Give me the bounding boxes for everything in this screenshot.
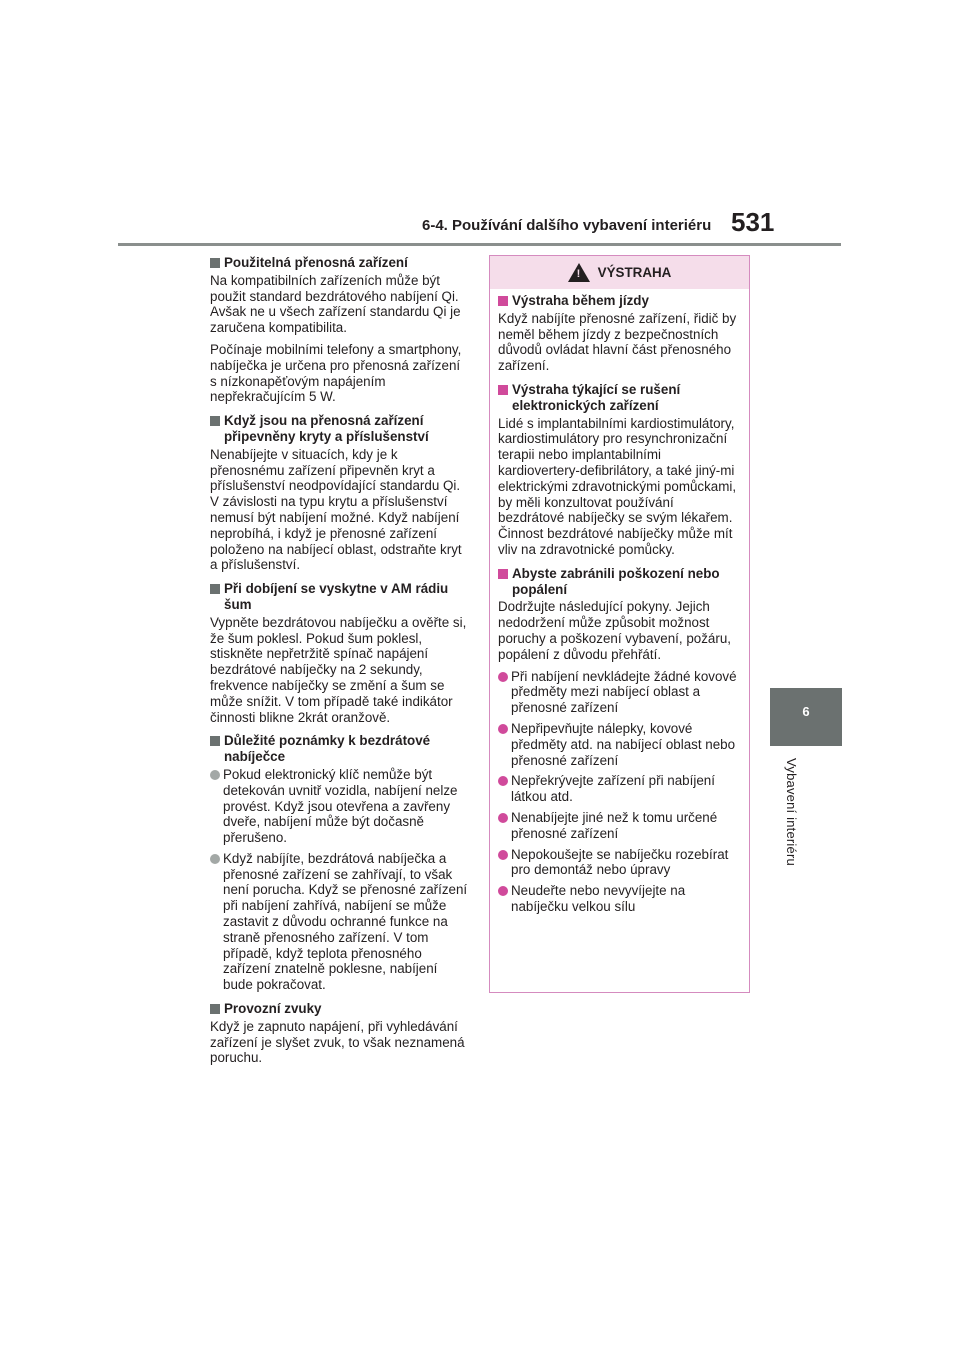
warning-box — [489, 255, 750, 993]
page-number: 531 — [731, 207, 775, 237]
warning-section-damage-burns — [498, 566, 741, 915]
dot-bullet-icon — [498, 776, 508, 786]
list-item: Při nabíjení nevkládejte žádné kovové předměty mezi nabíjecí oblast a přenosné zařízení — [498, 669, 741, 716]
section-title: Provozní zvuky — [210, 1001, 468, 1017]
section-covers-accessories — [210, 413, 468, 573]
dot-bullet-icon — [498, 886, 508, 896]
square-bullet-icon — [210, 258, 220, 268]
square-bullet-icon — [210, 416, 220, 426]
section-important-notes — [210, 733, 468, 993]
paragraph: Když nabíjíte přenosné zařízení, řidič by neměl během jízdy z bezpečnostních důvodů ovládat hlavní část přenosného zařízení. — [498, 310, 737, 374]
square-bullet-icon — [498, 569, 508, 579]
warning-header — [490, 256, 749, 289]
list-item: Pokud elektronický klíč nemůže být detekován uvnitř vozidla, nabíjení nelze provést. Když jsou otevřena a zavřeny dveře, nabíjení může být dočasně přerušeno. — [210, 767, 468, 846]
section-title: Výstraha týkající se rušení elektronických zařízení — [498, 382, 741, 414]
paragraph: Na kompatibilních zařízeních může být použit standard bezdrátového nabíjení Qi. Avšak ne u všech zařízení standardu Qi je zaručena kompatibilita. — [210, 272, 461, 336]
warning-triangle-icon: ! — [568, 263, 590, 282]
section-title: Abyste zabránili poškození nebo popálení — [498, 566, 741, 598]
square-bullet-icon — [210, 1004, 220, 1014]
dot-bullet-icon — [210, 854, 220, 864]
square-bullet-icon — [498, 296, 508, 306]
dot-bullet-icon — [498, 850, 508, 860]
list-item: Nepřekrývejte zařízení při nabíjení látkou atd. — [498, 773, 741, 805]
chapter-name: Vybavení interiéru — [784, 758, 799, 866]
section-compatible-devices — [210, 255, 468, 405]
section-title: Výstraha během jízdy — [498, 293, 741, 309]
chapter-number: 6 — [802, 704, 810, 719]
list-item: Nenabíjejte jiné než k tomu určené přenosné zařízení — [498, 810, 741, 842]
paragraph: Lidé s implantabilními kardiostimulátory, kardiostimulátory pro resynchronizační terapii nebo implantabilními kardiovertery-defibrilátory, a také jiný-mi elektrickými zdravotnickými pomůckami, by měli konzultovat používání bezdrátové nabíječky se svým lékařem. Činnost bezdrátové nabíječky může mít vliv na zdravotnické pomůcky. — [498, 415, 737, 557]
paragraph: Dodržujte následující pokyny. Jejich nedodržení může způsobit možnost poruchy a poškození vybavení, požáru, popálení z důvodu přehřátí. — [498, 599, 731, 662]
warning-section-driving — [498, 293, 741, 374]
square-bullet-icon — [210, 584, 220, 594]
paragraph: Vypněte bezdrátovou nabíječku a ověřte si, že šum poklesl. Pokud šum poklesl, stiskněte nepřetržitě spínač napájení bezdrátové nabíječky na 2 sekundy, frekvence nabíječky se změní a šum se může snížit. V tom případě také indikátor činnosti blikne 2krát oranžově. — [210, 614, 467, 725]
square-bullet-icon — [498, 385, 508, 395]
section-header: 6-4. Používání dalšího vybavení interiéru — [422, 217, 712, 234]
square-bullet-icon — [210, 736, 220, 746]
dot-bullet-icon — [498, 672, 508, 682]
section-title: Při dobíjení se vyskytne v AM rádiu šum — [210, 581, 468, 613]
paragraph: Nenabíjejte v situacích, kdy je k přenosnému zařízení připevněn kryt a příslušenství neodpovídající standardu Qi. V závislosti na typu krytu a příslušenství nemusí být nabíjení možné. Když nabíjení neprobíhá, i když je přenosné zařízení položeno na nabíjecí oblast, odstraňte kryt a příslušenství. — [210, 446, 462, 573]
warning-section-interference — [498, 382, 741, 558]
dot-bullet-icon — [498, 813, 508, 823]
list-item: Nepokoušejte se nabíječku rozebírat pro demontáž nebo úpravy — [498, 847, 741, 879]
list-item: Nepřipevňujte nálepky, kovové předměty atd. na nabíjecí oblast nebo přenosné zařízení — [498, 721, 741, 768]
section-am-radio-noise — [210, 581, 468, 725]
paragraph: Když je zapnuto napájení, při vyhledávání zařízení je slyšet zvuk, to však neznamená poruchu. — [210, 1018, 465, 1066]
list-item: Když nabíjíte, bezdrátová nabíječka a přenosné zařízení se zahřívají, to však není porucha. Když se přenosné zařízení při nabíjení zahřívá, nabíjení se může zastavit z důvodu ochranné funkce na straně přenosného zařízení. V tom případě, když teplota přenosného zařízení znatelně poklesne, nabíjení bude pokračovat. — [210, 851, 468, 993]
warning-label: VÝSTRAHA — [597, 265, 672, 280]
dot-bullet-icon — [498, 724, 508, 734]
section-title: Důležité poznámky k bezdrátové nabíječce — [210, 733, 468, 765]
list-item: Neudeřte nebo nevyvíjejte na nabíječku velkou sílu — [498, 883, 741, 915]
chapter-tab — [770, 688, 842, 746]
section-operating-sounds — [210, 1001, 468, 1066]
section-title: Použitelná přenosná zařízení — [210, 255, 468, 271]
dot-bullet-icon — [210, 770, 220, 780]
section-title: Když jsou na přenosná zařízení připevněny kryty a příslušenství — [210, 413, 468, 445]
paragraph: Počínaje mobilními telefony a smartphony, nabíječka je určena pro přenosná zařízení s nízkonapěťovým napájením nepřekračujícím 5 W. — [210, 341, 462, 405]
left-column — [210, 255, 468, 1074]
header-rule — [118, 243, 841, 246]
